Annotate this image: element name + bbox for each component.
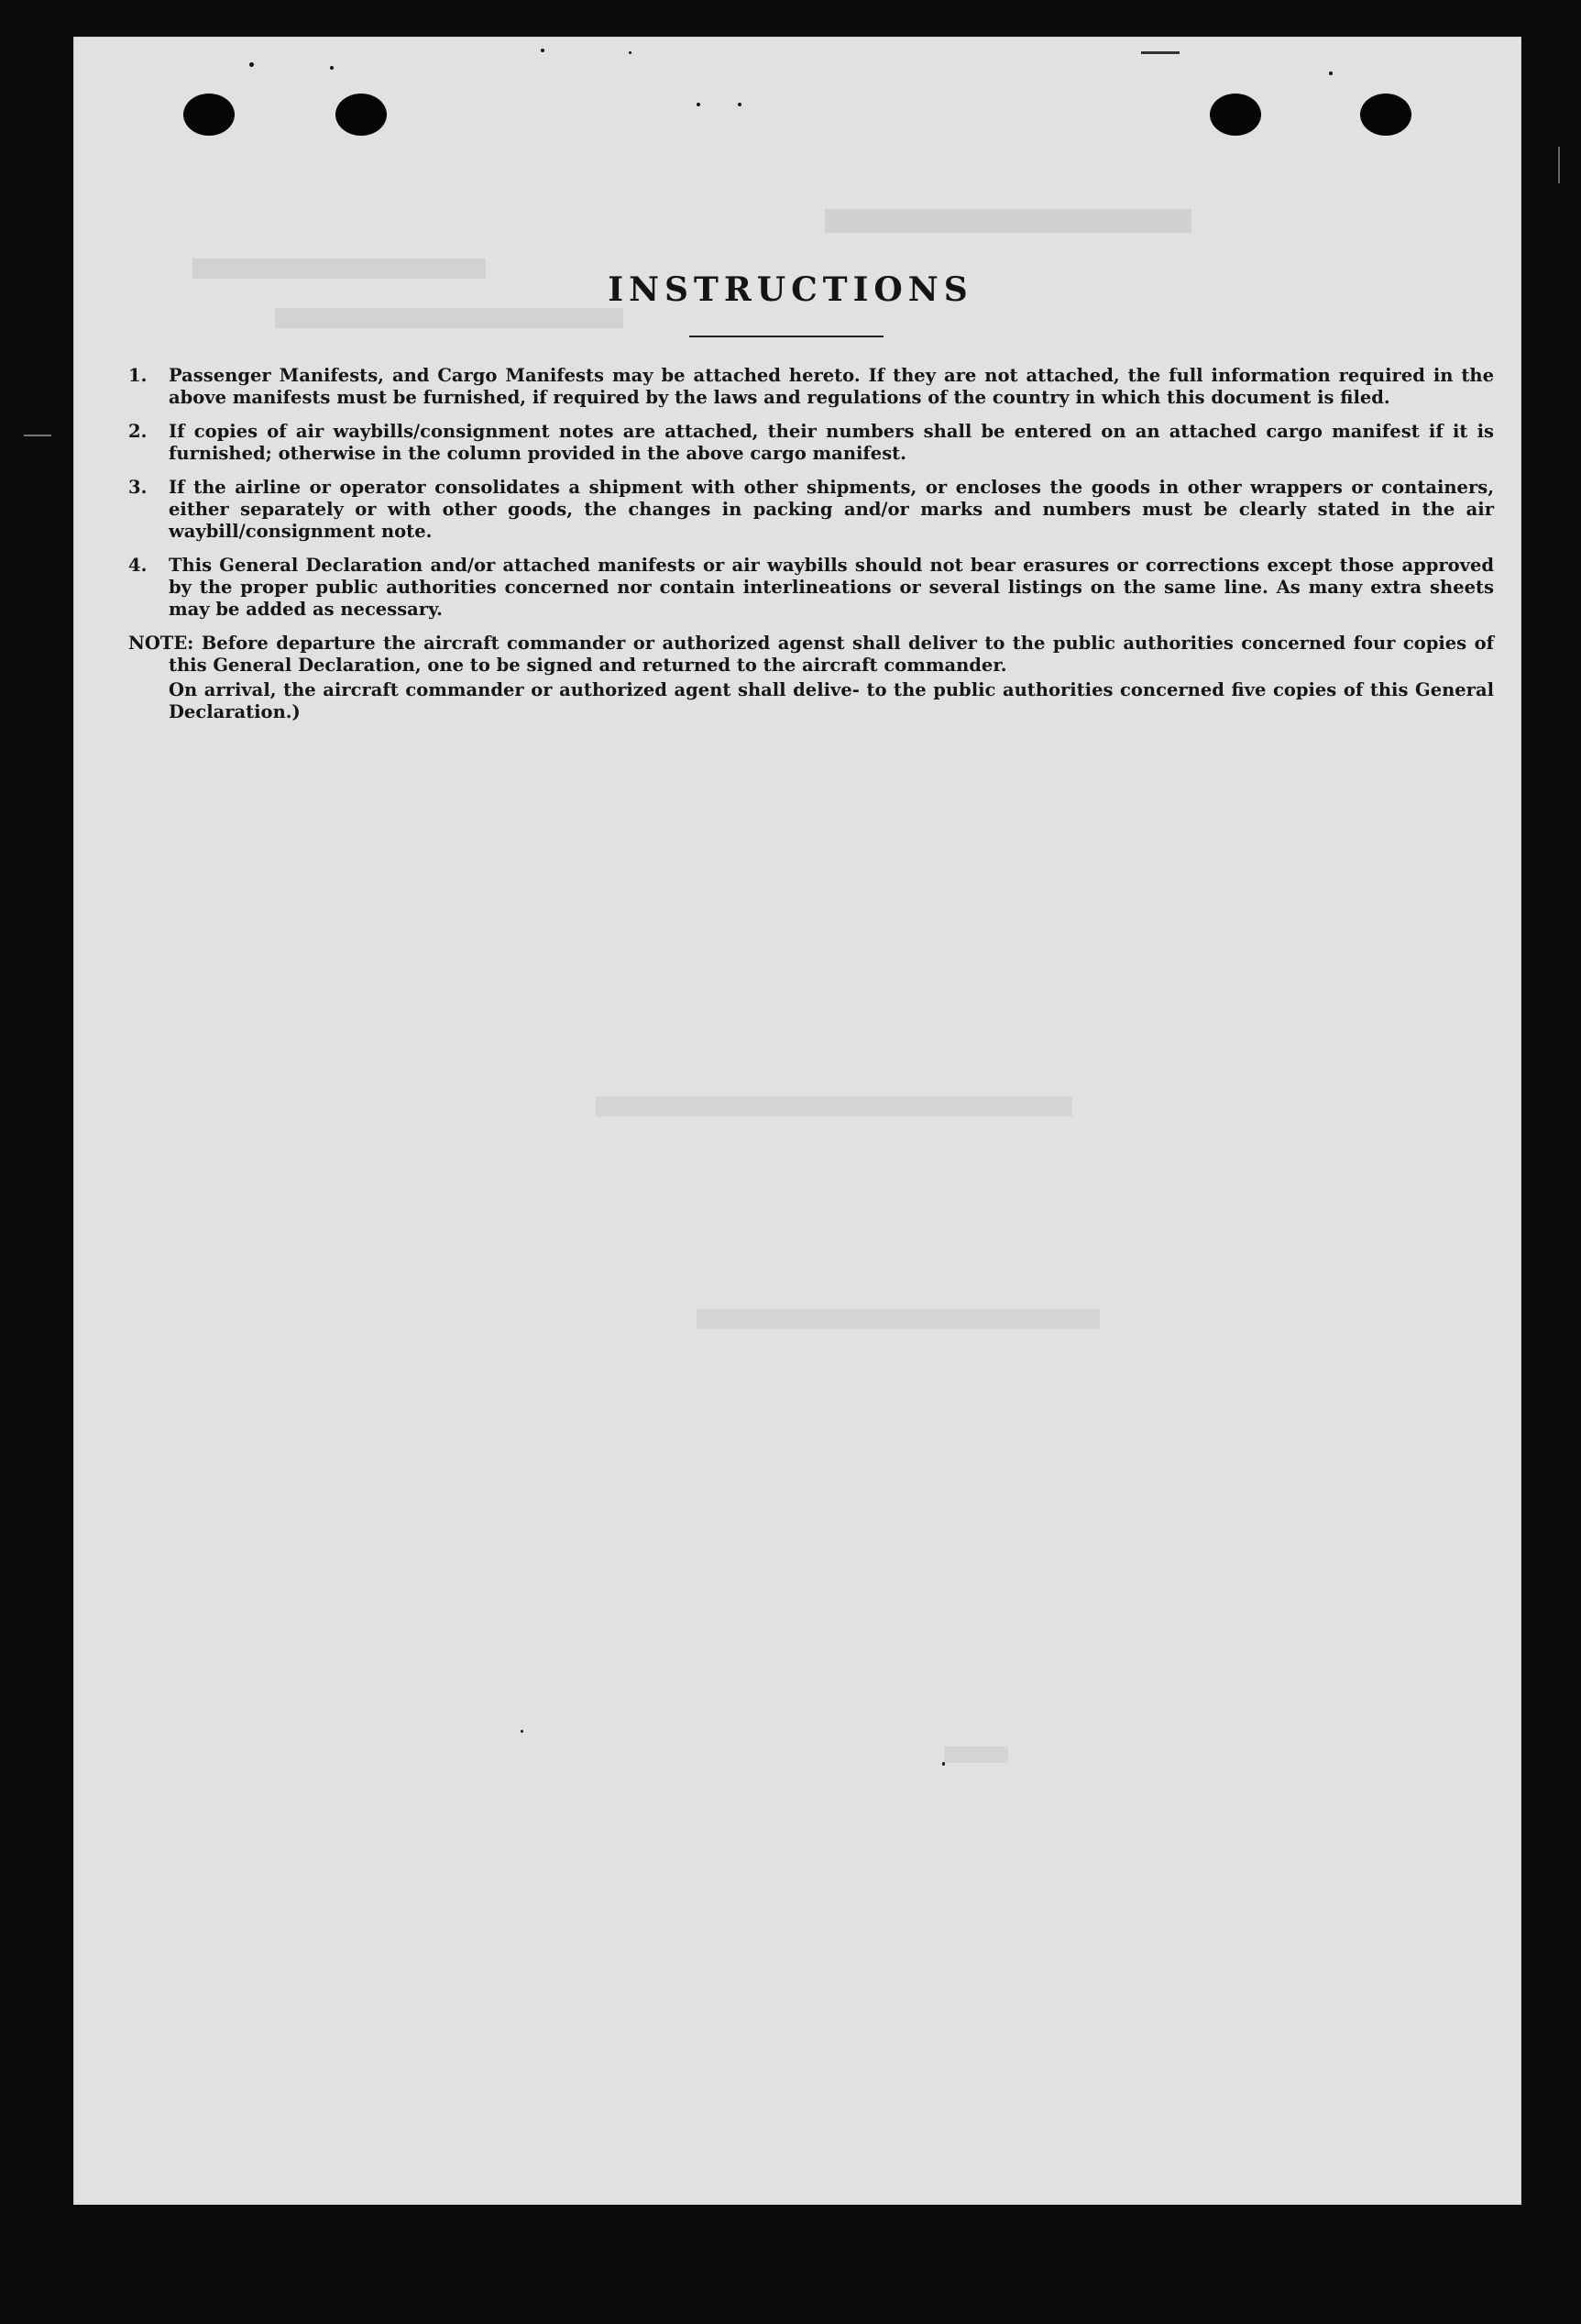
instruction-text: This General Declaration and/or attached manifests or air waybills should not bear erasures or corrections except those approved by the proper public authorities concerned nor contain interlineations or several listings on the same line. As many extra sheets may be added as necessary.	[169, 555, 1494, 620]
bleed-through-block-3	[275, 308, 623, 328]
instruction-item-3	[128, 477, 1494, 543]
paper-sheet	[73, 37, 1521, 2205]
scan-speck	[738, 103, 741, 106]
instruction-item-4	[128, 555, 1494, 621]
punch-hole-1	[183, 94, 235, 136]
bleed-through-block-1	[825, 209, 1191, 233]
bleed-through-block-6	[944, 1746, 1008, 1763]
scan-speck	[521, 1730, 523, 1733]
bleed-through-block-5	[697, 1309, 1100, 1329]
scan-speck	[541, 49, 544, 52]
page-title: INSTRUCTIONS	[608, 270, 973, 309]
instruction-number: 1.	[128, 365, 148, 386]
instruction-number: 2.	[128, 421, 148, 442]
note-arrival: On arrival, the aircraft commander or authorized agent shall delive- to the public authorities concerned five copies of this General Declaration.)	[169, 679, 1494, 722]
punch-hole-3	[1210, 94, 1261, 136]
instruction-item-1	[128, 365, 1494, 409]
instruction-number: 4.	[128, 555, 148, 576]
punch-hole-4	[1360, 94, 1411, 136]
note-departure: NOTE: Before departure the aircraft commander or authorized agenst shall deliver to the public authorities concerned four copies of this General Declaration, one to be signed and returned to the aircraft commander.	[128, 633, 1494, 676]
note-block	[128, 633, 1494, 723]
title-underline	[689, 336, 884, 337]
scan-speck	[697, 103, 700, 106]
scan-speck	[629, 51, 631, 54]
instruction-text: If copies of air waybills/consignment notes are attached, their numbers shall be entered on an attached cargo manifest if it is furnished; otherwise in the column provided in the above cargo manifest.	[169, 421, 1494, 464]
scan-speck	[249, 62, 254, 67]
instruction-item-2	[128, 421, 1494, 465]
instruction-text: Passenger Manifests, and Cargo Manifests may be attached hereto. If they are not attached, the full information required in the above manifests must be furnished, if required by the laws and regulations of the country in which this document is filed.	[169, 365, 1494, 408]
scan-edge-mark	[1141, 51, 1180, 54]
bleed-through-block-4	[596, 1096, 1072, 1117]
instruction-text: If the airline or operator consolidates a shipment with other shipments, or encloses the goods in other wrappers or containers, either separately or with other goods, the changes in packing and/or marks and numbers must be clearly stated in the air waybill/consignment note.	[169, 477, 1494, 542]
scan-speck	[1329, 72, 1333, 75]
scan-edge-mark	[24, 435, 51, 436]
scan-speck	[942, 1762, 945, 1766]
scan-edge-mark	[1558, 147, 1560, 183]
instruction-number: 3.	[128, 477, 148, 498]
scan-speck	[330, 66, 334, 70]
instructions-list	[128, 365, 1494, 726]
punch-hole-2	[335, 94, 387, 136]
